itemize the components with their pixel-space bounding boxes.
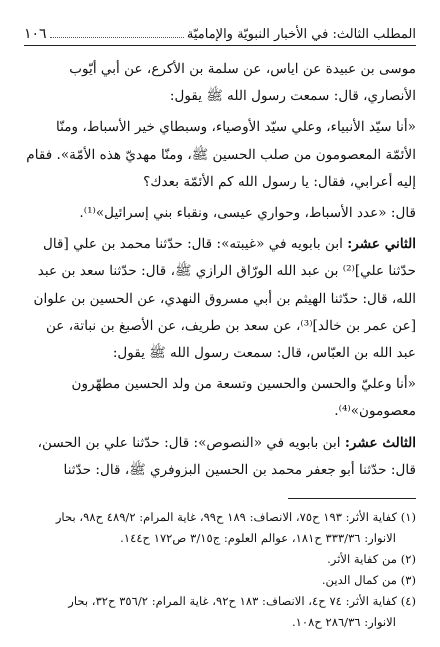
- footnote-4-continuation: الانوار: ٢٨٦/٣٦ ح١٠٨.: [291, 615, 396, 630]
- footnote-separator: [288, 498, 416, 499]
- text-line: إليه أعرابي، فقال: يا رسول الله كم الأئمّة بعدك؟: [143, 173, 416, 190]
- text-line: الأئمّة المعصومون من صلب الحسين ﷺ، ومنّا مهديّ هذه الأمّة». فقام: [26, 146, 416, 163]
- main-text: [24, 56, 416, 484]
- header-title: المطلب الثالث: في الأخبار النبويّة والإماميّة: [186, 27, 416, 42]
- footnotes: [24, 507, 416, 633]
- text-line: قال: حدّثنا أبو جعفر محمد بن الحسين البزوفري ﷺ، قال: حدّثنا: [63, 461, 416, 478]
- text-line: معصومون»⁽⁴⁾.: [334, 403, 416, 420]
- footnote-4: (٤) كفاية الأثر: ٧٤ ح٤، الانصاف: ١٨٣ ح٩٢، غاية المرام: ٣٥٦/٢ ح٣٢، بحار: [68, 594, 416, 609]
- section-heading: الثاني عشر:: [347, 236, 416, 253]
- text-line: «أنا وعليّ والحسن والحسين وتسعة من ولد الحسين مطهّرون: [71, 376, 416, 393]
- text-line: [24, 430, 416, 457]
- footnote-1: (١) كفاية الأثر: ١٩٣ ح٧٥، الانصاف: ١٨٩ ح٩٩، غاية المرام: ٤٨٩/٢ ح٩٨، بحار: [55, 510, 416, 525]
- header-dot-leader: [50, 37, 184, 38]
- paragraph-6: [24, 430, 416, 484]
- running-header: [24, 26, 416, 46]
- paragraph-3: [24, 200, 416, 227]
- text-line: [عن عمر بن خالد]⁽³⁾، عن سعد بن طريف، عن الأصبغ بن نباتة، عن: [45, 317, 416, 334]
- footnote-3: (٣) من كمال الدين.: [321, 573, 416, 588]
- text-line: [24, 231, 416, 258]
- text-line: الأنصاري، قال: سمعت رسول الله ﷺ يقول:: [169, 88, 416, 105]
- text-line: قال: «عدد الأسباط، وحواري عيسى، ونقباء بني إسرائيل»⁽¹⁾.: [79, 205, 416, 222]
- text-run: ابن بابويه في «النصوص»: قال: حدّثنا علي بن الحسن،: [37, 434, 345, 451]
- text-line: عبد الله بن العبّاس، قال: سمعت رسول الله ﷺ يقول:: [112, 345, 416, 362]
- text-run: ابن بابويه في «غيبته»: قال: حدّثنا محمد بن علي [قال: [42, 236, 348, 253]
- paragraph-2: [24, 114, 416, 196]
- paragraph-1: [24, 56, 416, 110]
- footnote-1-continuation: الانوار: ٣٣٣/٣٦ ح١٨١، عوالم العلوم: ج٣/١٥ ص١٧٢ ح١٤٤.: [120, 531, 396, 546]
- text-line: «أنا سيّد الأنبياء، وعلي سيّد الأوصياء، وسبطاي خير الأسباط، ومنّا: [56, 119, 416, 136]
- text-line: الله، قال: حدّثنا الهيثم بن أبي مسروق النهدي، عن الحسين بن علوان: [33, 290, 416, 307]
- page-number: ١٠٦: [24, 26, 47, 42]
- section-heading: الثالث عشر:: [344, 434, 416, 451]
- footnote-2: (٢) من كفاية الأثر.: [327, 552, 416, 567]
- paragraph-5: [24, 371, 416, 425]
- text-line: حدّثنا علي]⁽²⁾ بن عبد الله الورّاق الرازي ﷺ، قال: حدّثنا سعد بن عبد: [37, 263, 416, 280]
- text-line: موسى بن عبيدة عن اياس، عن سلمة بن الأكرع، عن أبي أيّوب: [69, 61, 416, 77]
- paragraph-4: [24, 231, 416, 367]
